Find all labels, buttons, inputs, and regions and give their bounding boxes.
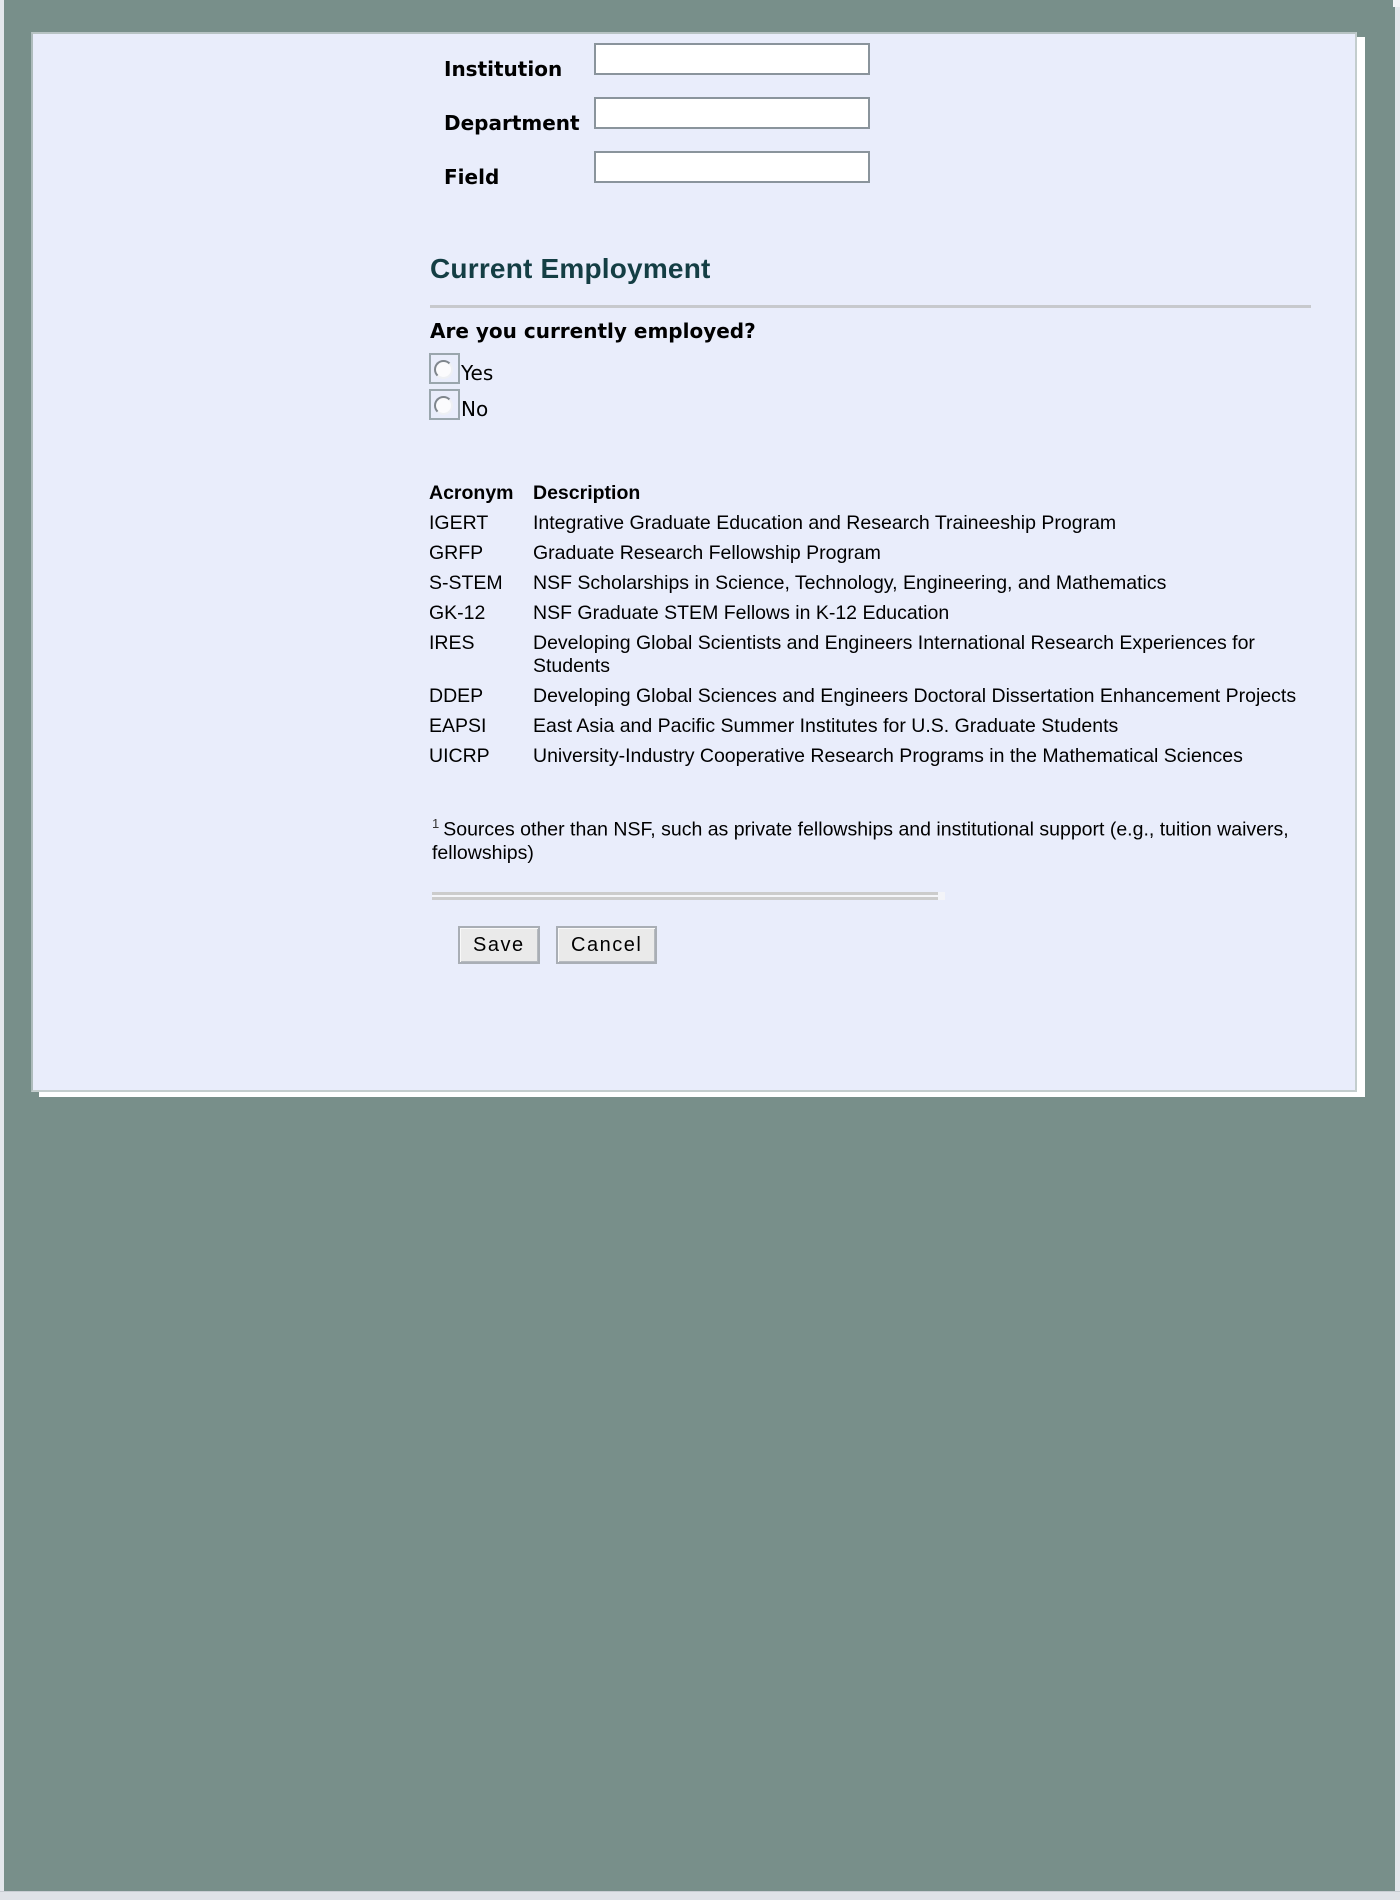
description-cell: NSF Graduate STEM Fellows in K-12 Education [533, 602, 950, 624]
description-cell: Integrative Graduate Education and Research Traineeship Program [533, 512, 1117, 534]
section-heading-current-employment: Current Employment [430, 253, 711, 284]
table-row [429, 742, 1311, 772]
table-row [429, 629, 1311, 682]
acronym-column-header: Acronym [429, 482, 514, 504]
acronym-table [429, 479, 1311, 772]
table-row [429, 682, 1311, 712]
footnote-text: Sources other than NSF, such as private fellowships and institutional support (e.g., tuition waivers, fellowships) [432, 818, 1289, 864]
cancel-button[interactable]: Cancel [556, 926, 657, 964]
employed-no-label: No [461, 397, 489, 421]
description-cell: NSF Scholarships in Science, Technology, Engineering, and Mathematics [533, 572, 1167, 594]
save-button[interactable]: Save [458, 926, 540, 964]
employed-question: Are you currently employed? [430, 319, 756, 343]
description-cell: Developing Global Scientists and Engineers International Research Experiences for Students [533, 632, 1255, 677]
window-edge-bottom [0, 1891, 1400, 1900]
table-row [429, 599, 1311, 629]
acronym-cell: IRES [429, 632, 475, 654]
employed-no-radio[interactable] [429, 389, 460, 420]
footnote [432, 812, 1316, 865]
acronym-cell: IGERT [429, 512, 489, 534]
description-cell: Graduate Research Fellowship Program [533, 542, 881, 564]
table-header-row [429, 479, 1311, 509]
field-input[interactable] [594, 151, 870, 183]
radio-circle-icon [434, 360, 453, 379]
table-row [429, 539, 1311, 569]
employed-yes-label: Yes [461, 361, 494, 385]
institution-label: Institution [444, 57, 563, 81]
window-edge-left [0, 0, 4, 1900]
divider-notch [938, 892, 945, 900]
acronym-cell: S-STEM [429, 572, 503, 594]
description-cell: University-Industry Cooperative Research Programs in the Mathematical Sciences [533, 745, 1243, 767]
acronym-cell: DDEP [429, 685, 484, 707]
department-label: Department [444, 111, 580, 135]
window-edge-corner [1393, 0, 1400, 7]
employed-option-yes [429, 353, 493, 384]
radio-circle-icon [434, 396, 453, 415]
acronym-cell: GRFP [429, 542, 484, 564]
acronym-cell: EAPSI [429, 715, 487, 737]
table-row [429, 712, 1311, 742]
department-input[interactable] [594, 97, 870, 129]
table-row [429, 509, 1311, 539]
field-label: Field [444, 165, 500, 189]
description-column-header: Description [533, 482, 641, 504]
window-edge-right [1395, 0, 1400, 1900]
acronym-cell: GK-12 [429, 602, 486, 624]
table-row [429, 569, 1311, 599]
employed-option-no [429, 389, 488, 420]
description-cell: East Asia and Pacific Summer Institutes for U.S. Graduate Students [533, 715, 1119, 737]
employed-yes-radio[interactable] [429, 353, 460, 384]
institution-input[interactable] [594, 43, 870, 75]
description-cell: Developing Global Sciences and Engineers Doctoral Dissertation Enhancement Projects [533, 685, 1297, 707]
acronym-cell: UICRP [429, 745, 490, 767]
heading-divider [430, 305, 1311, 308]
footnote-marker: 1 [432, 816, 440, 831]
form-panel [31, 32, 1357, 1092]
footer-divider [432, 892, 944, 900]
